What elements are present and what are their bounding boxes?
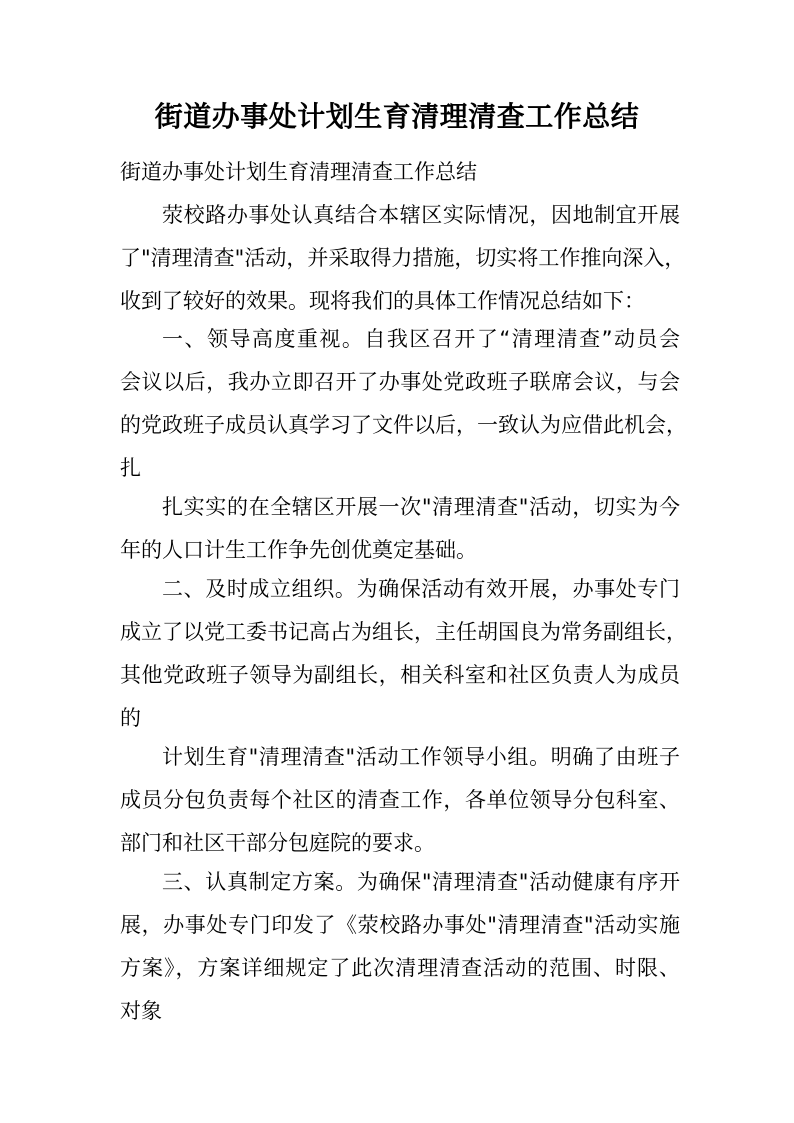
body-line: 对象: [120, 999, 162, 1023]
body-line: 一、领导高度重视。自我区召开了“清理清查”动员会: [162, 327, 680, 351]
body-line: 的党政班子成员认真学习了文件以后，一致认为应借此机会，: [120, 413, 687, 437]
body-line: 部门和社区干部分包庭院的要求。: [120, 831, 435, 855]
body-line: 三、认真制定方案。为确保"清理清查"活动健康有序开: [162, 870, 680, 894]
body-line: 展，办事处专门印发了《荥校路办事处"清理清查"活动实施: [120, 913, 680, 937]
body-line: 计划生育"清理清查"活动工作领导小组。明确了由班子: [162, 745, 680, 769]
body-line: 扎实实的在全辖区开展一次"清理清查"活动，切实为今: [162, 495, 680, 519]
body-line: 了"清理清查"活动，并采取得力措施，切实将工作推向深入，: [120, 246, 686, 270]
body-line: 收到了较好的效果。现将我们的具体工作情况总结如下：: [120, 289, 645, 313]
body-line: 成立了以党工委书记高占为组长，主任胡国良为常务副组长，: [120, 620, 687, 644]
body-line: 二、及时成立组织。为确保活动有效开展，办事处专门: [162, 577, 680, 601]
document-title: 街道办事处计划生育清理清查工作总结: [154, 100, 640, 133]
body-line: 其他党政班子领导为副组长，相关科室和社区负责人为成员: [120, 663, 680, 687]
body-line: 方案》，方案详细规定了此次清理清查活动的范围、时限、: [120, 956, 680, 980]
body-line: 的: [120, 706, 141, 730]
body-line: 年的人口计生工作争先创优奠定基础。: [120, 538, 477, 562]
subtitle-line: 街道办事处计划生育清理清查工作总结: [120, 160, 477, 184]
body-line: 成员分包负责每个社区的清查工作，各单位领导分包科室、: [120, 788, 680, 812]
body-line: 扎: [120, 456, 141, 480]
body-line: 会议以后，我办立即召开了办事处党政班子联席会议，与会: [120, 370, 680, 394]
body-line: 荥校路办事处认真结合本辖区实际情况，因地制宜开展: [162, 203, 680, 227]
